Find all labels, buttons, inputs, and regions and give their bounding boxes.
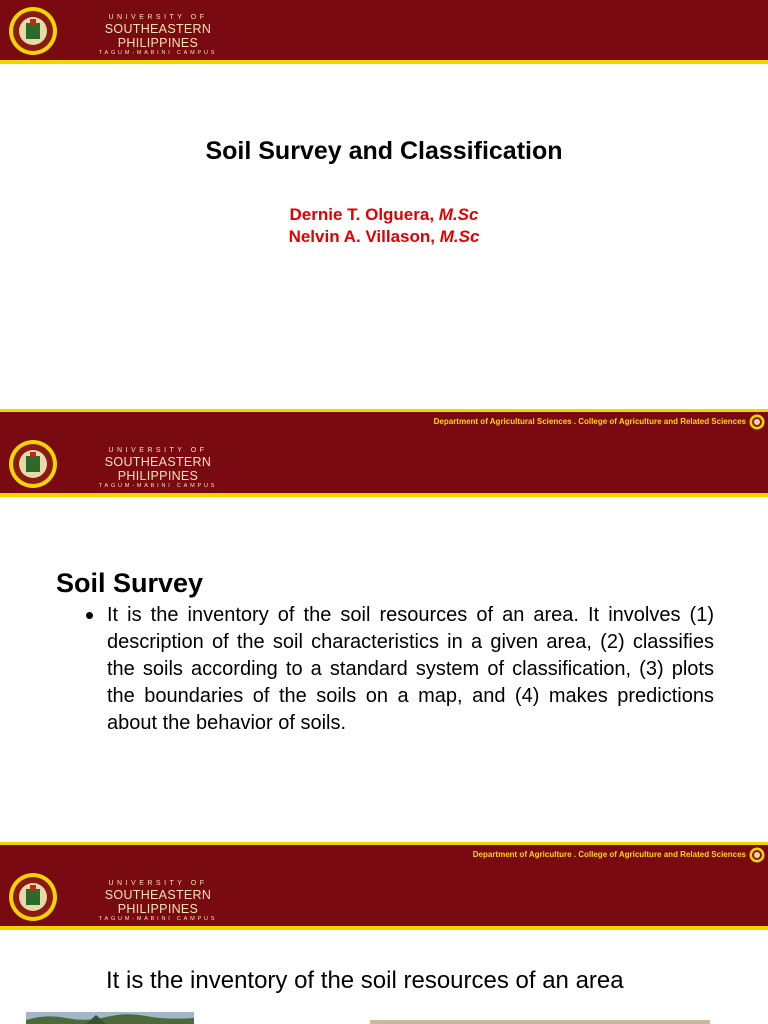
author-degree: M.Sc — [439, 227, 480, 246]
footer-text: Department of Agricultural Sciences . College of Agriculture and Related Sciences — [433, 417, 746, 426]
university-line-2: SOUTHEASTERN PHILIPPINES — [104, 22, 212, 50]
soil-photo — [370, 1020, 710, 1024]
author-name: Dernie T. Olguera, — [289, 205, 435, 224]
university-seal-icon — [8, 439, 58, 489]
university-line-2: SOUTHEASTERN PHILIPPINES — [104, 888, 212, 916]
university-line-3: TAGUM-MABINI CAMPUS — [98, 483, 218, 489]
slide-2 — [0, 433, 768, 866]
header-gold-stripe — [0, 493, 768, 497]
university-name — [64, 880, 252, 923]
author-2 — [0, 226, 768, 248]
landscape-photo — [26, 1012, 194, 1024]
slide-header — [0, 0, 768, 64]
university-line-3: TAGUM-MABINI CAMPUS — [98, 916, 218, 922]
university-line-3: TAGUM-MABINI CAMPUS — [98, 50, 218, 56]
author-list — [0, 204, 768, 248]
university-seal-icon — [8, 6, 58, 56]
bullet-text: It is the inventory of the soil resources of an area. It involves (1) description of the soil characteristics in a given area, (2) classifies the soils according to a standard system of classification, (3) plots the boundaries of the soils on a map, and (4) makes predictions about the behavior of soils. — [107, 604, 714, 734]
slide-heading: It is the inventory of the soil resources of an area — [106, 967, 624, 994]
page-title: Soil Survey and Classification — [205, 137, 563, 165]
footer-text: Department of Agriculture . College of Agriculture and Related Sciences — [472, 850, 746, 859]
author-degree: M.Sc — [438, 205, 479, 224]
bullet-icon — [86, 612, 93, 619]
author-1 — [0, 204, 768, 226]
bullet-item — [86, 602, 714, 737]
university-line-1: UNIVERSITY OF — [108, 14, 208, 21]
section-heading: Soil Survey — [56, 568, 204, 598]
slide-3 — [0, 866, 768, 1024]
university-seal-icon — [8, 872, 58, 922]
seal-icon — [749, 414, 765, 430]
slide-footer — [0, 842, 768, 866]
slide-footer — [0, 409, 768, 433]
seal-icon — [749, 847, 765, 863]
slide-1 — [0, 0, 768, 433]
university-line-1: UNIVERSITY OF — [108, 447, 208, 454]
university-line-2: SOUTHEASTERN PHILIPPINES — [104, 455, 212, 483]
university-line-1: UNIVERSITY OF — [108, 880, 208, 887]
author-name: Nelvin A. Villason, — [288, 227, 435, 246]
header-gold-stripe — [0, 60, 768, 64]
university-name — [64, 447, 252, 490]
header-gold-stripe — [0, 926, 768, 930]
university-name — [64, 14, 252, 57]
footer-gold-stripe — [0, 409, 768, 412]
slide-header — [0, 866, 768, 930]
slide-header — [0, 433, 768, 497]
footer-gold-stripe — [0, 842, 768, 845]
